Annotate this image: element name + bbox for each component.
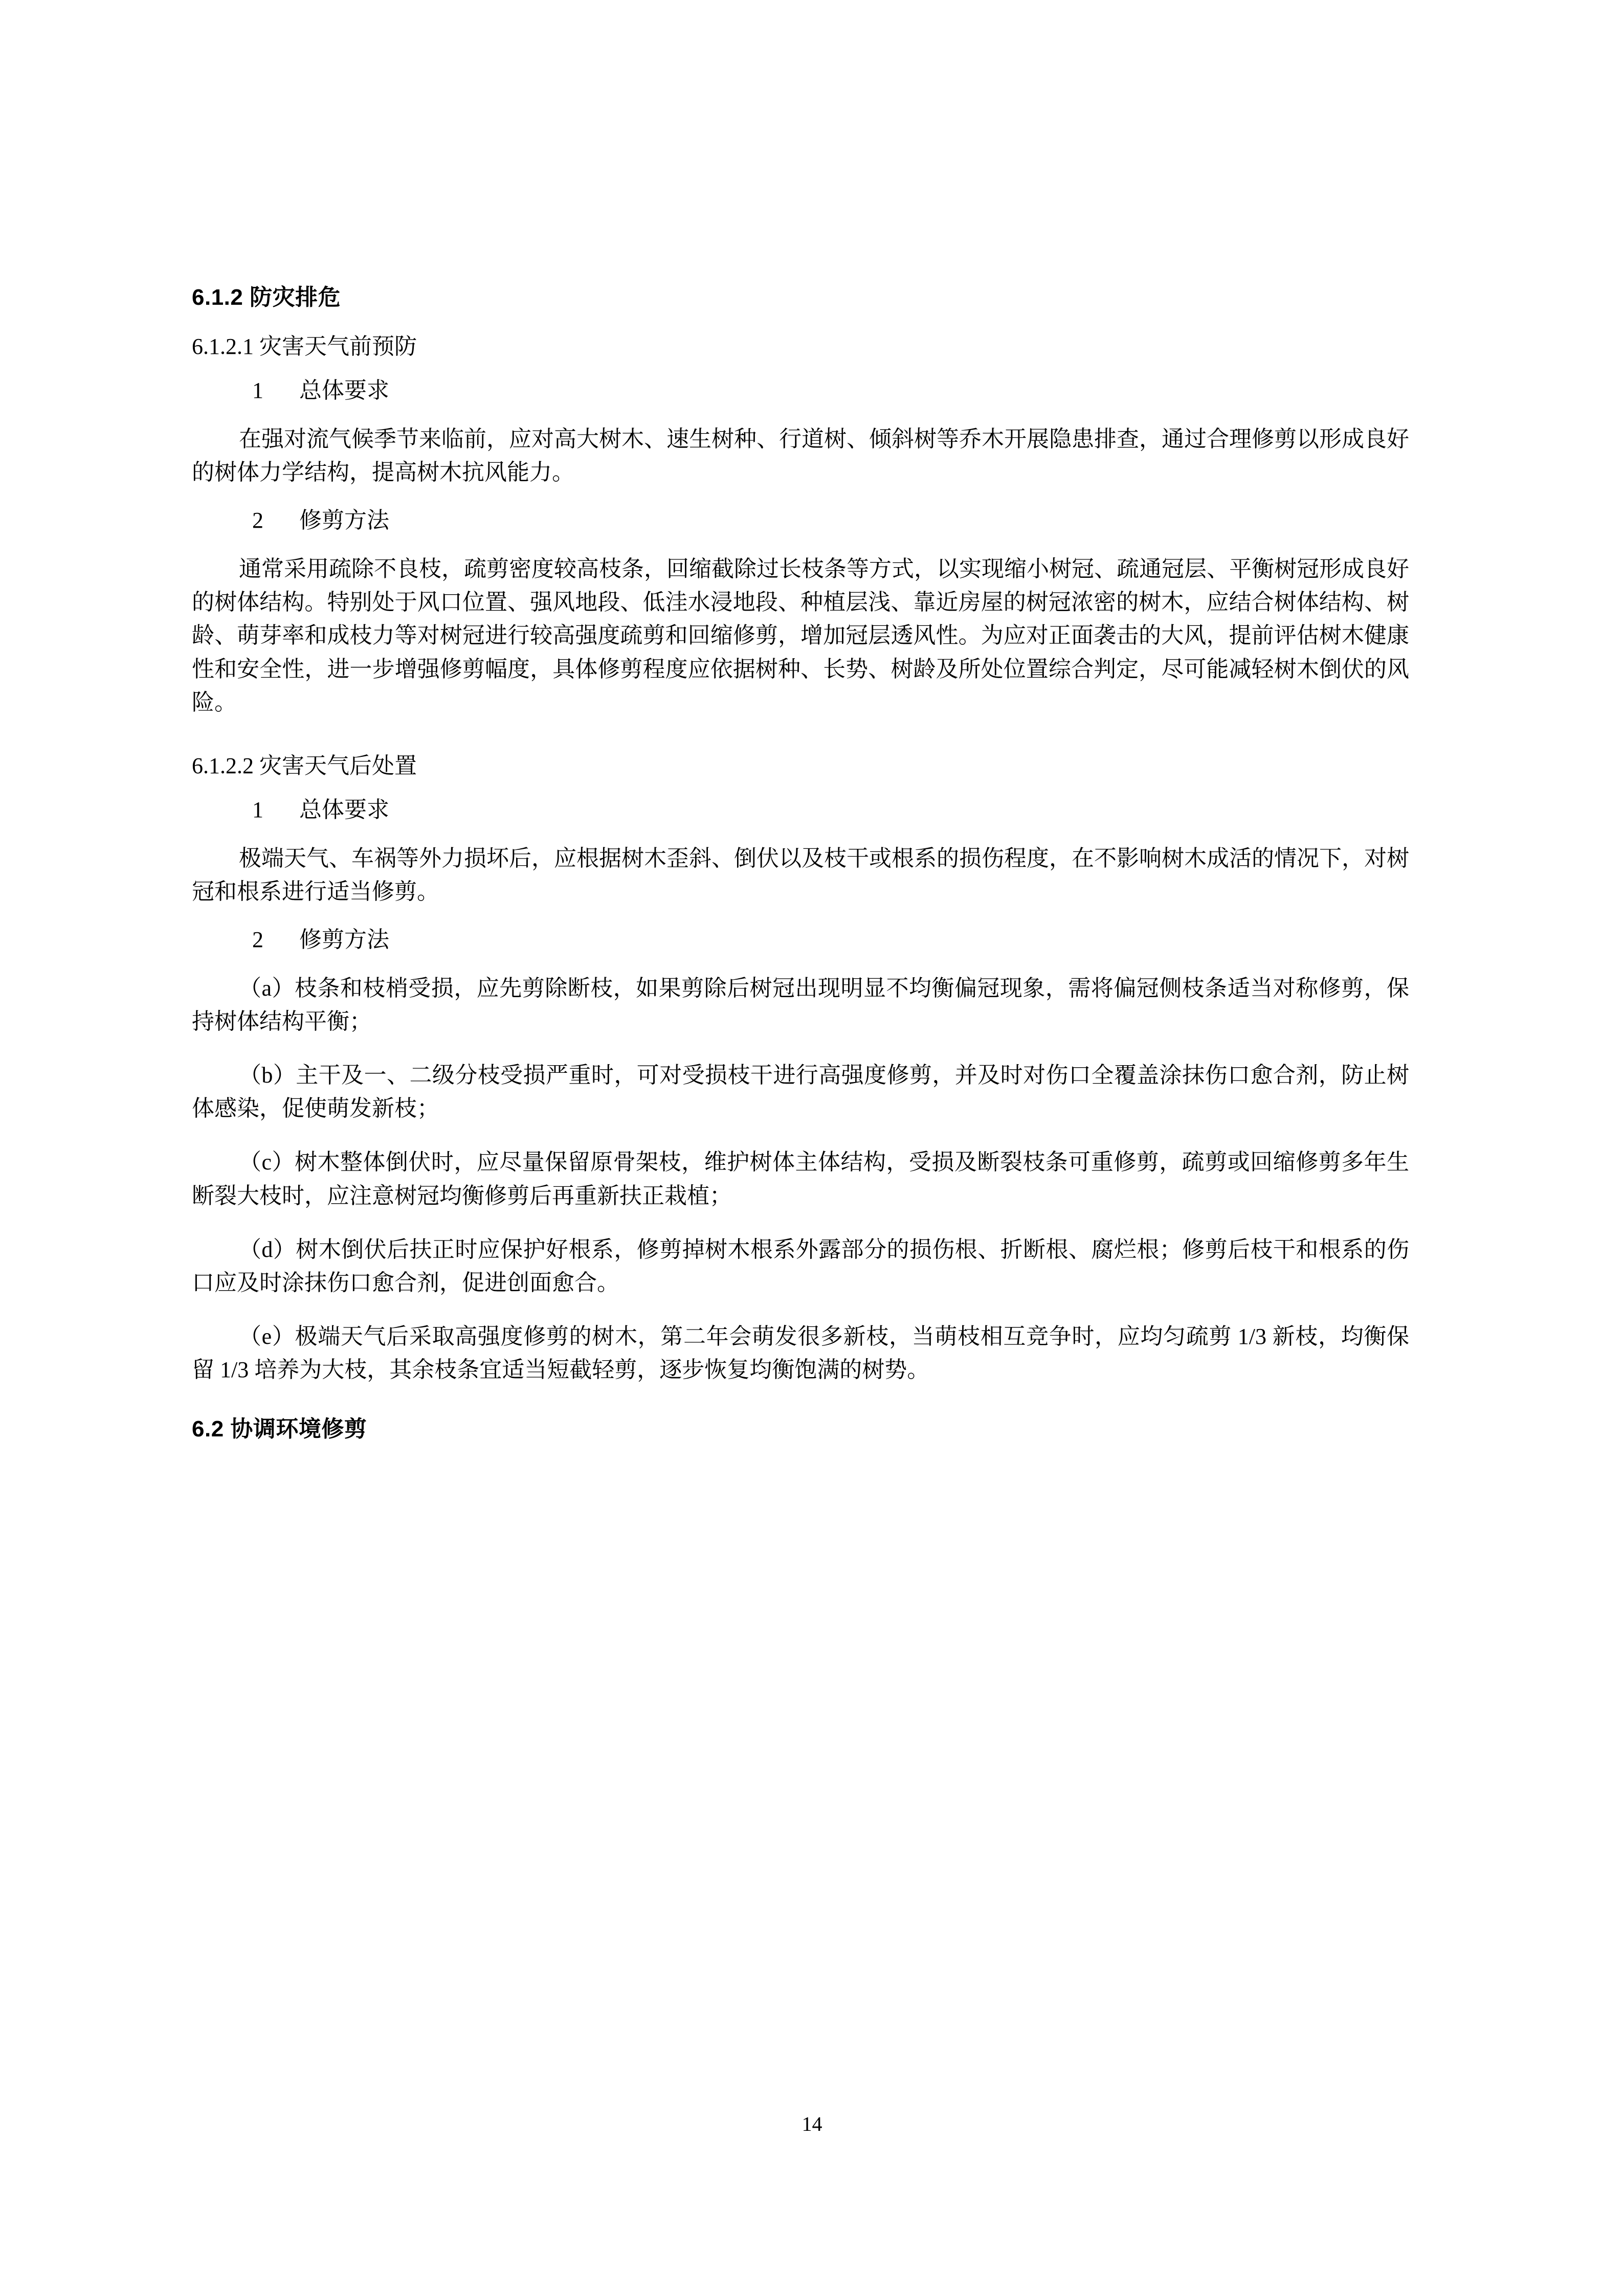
item-heading-6-1-2-2-2 (192, 929, 1409, 951)
page-number-footer: 14 (802, 2112, 822, 2135)
heading-6-1-2-2: 6.1.2.2 灾害天气后处置 (192, 753, 417, 778)
spacer (192, 739, 1409, 755)
page-content (192, 286, 1409, 1440)
heading-6-1-2-1: 6.1.2.1 灾害天气前预防 (192, 334, 417, 359)
item-number: 1 (252, 797, 263, 822)
paragraph-method-c: （c）树木整体倒伏时，应尽量保留原骨架枝，维护树体主体结构，受损及断裂枝条可重修剪，疏剪或回缩修剪多年生断裂大枝时，应注意树冠均衡修剪后再重新扶正栽植； (192, 1150, 1409, 1208)
paragraph-method-e: （e）极端天气后采取高强度修剪的树木，第二年会萌发很多新枝，当萌枝相互竞争时，应均匀疏剪 1/3 新枝，均衡保留 1/3 培养为大枝，其余枝条宜适当短截轻剪，逐步恢复均衡饱满的树势。 (192, 1323, 1409, 1382)
paragraph-method-a: （a）枝条和枝梢受损，应先剪除断枝，如果剪除后树冠出现明显不均衡偏冠现象，需将偏冠侧枝条适当对称修剪，保持树体结构平衡； (192, 975, 1409, 1034)
item-title: 总体要求 (299, 378, 389, 403)
item-title: 修剪方法 (299, 508, 389, 533)
item-heading-6-1-2-1-1 (192, 379, 1409, 402)
item-number: 1 (252, 378, 263, 403)
spacer (192, 1407, 1409, 1418)
item-title: 修剪方法 (299, 927, 389, 952)
item-heading-6-1-2-2-1 (192, 799, 1409, 821)
heading-6-2: 6.2 协调环境修剪 (192, 1416, 367, 1442)
item-number: 2 (252, 927, 263, 952)
item-heading-6-1-2-1-2 (192, 509, 1409, 532)
paragraph-general-requirement-2: 极端天气、车祸等外力损坏后，应根据树木歪斜、倒伏以及枝干或根系的损伤程度，在不影响树木成活的情况下，对树冠和根系进行适当修剪。 (192, 845, 1409, 904)
paragraph-pruning-method-1: 通常采用疏除不良枝，疏剪密度较高枝条，回缩截除过长枝条等方式，以实现缩小树冠、疏通冠层、平衡树冠形成良好的树体结构。特别处于风口位置、强风地段、低洼水浸地段、种植层浅、靠近房屋的树冠浓密的树木，应结合树体结构、树龄、萌芽率和成枝力等对树冠进行较高强度疏剪和回缩修剪，增加冠层透风性。为应对正面袭击的大风，提前评估树木健康性和安全性，进一步增强修剪幅度，具体修剪程度应依据树种、长势、树龄及所处位置综合判定，尽可能减轻树木倒伏的风险。 (192, 556, 1409, 715)
paragraph-method-d: （d）树木倒伏后扶正时应保护好根系，修剪掉树木根系外露部分的损伤根、折断根、腐烂根；修剪后枝干和根系的伤口应及时涂抹伤口愈合剂，促进创面愈合。 (192, 1236, 1409, 1295)
paragraph-general-requirement-1: 在强对流气候季节来临前，应对高大树木、速生树种、行道树、倾斜树等乔木开展隐患排查，通过合理修剪以形成良好的树体力学结构，提高树木抗风能力。 (192, 426, 1409, 485)
paragraph-method-b: （b）主干及一、二级分枝受损严重时，可对受损枝干进行高强度修剪，并及时对伤口全覆盖涂抹伤口愈合剂，防止树体感染，促使萌发新枝； (192, 1063, 1409, 1121)
item-number: 2 (252, 508, 263, 533)
heading-6-1-2: 6.1.2 防灾排危 (192, 285, 341, 310)
item-title: 总体要求 (299, 797, 389, 822)
